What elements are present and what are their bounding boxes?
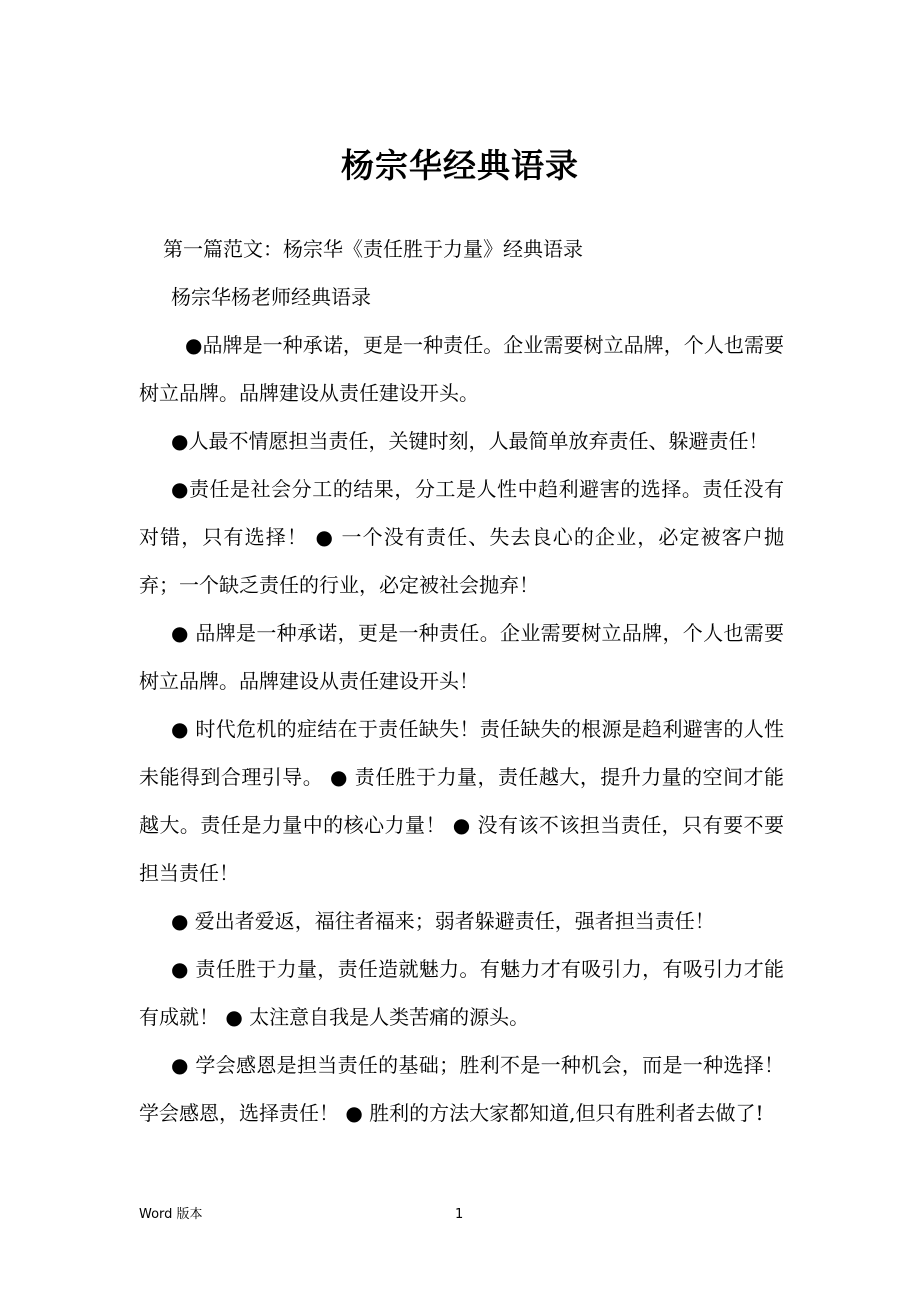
paragraph: ● 责任胜于力量，责任造就魅力。有魅力才有吸引力，有吸引力才能有成就！ ● 太注意自我是人类苦痛的源头。: [139, 957, 784, 1029]
paragraph: ● 时代危机的症结在于责任缺失！责任缺失的根源是趋利避害的人性未能得到合理引导。 ● 责任胜于力量，责任越大，提升力量的空间才能越大。责任是力量中的核心力量！ ● 没有该不该担当责任，只有要不要担当责任！: [139, 717, 784, 885]
paragraph: ● 学会感恩是担当责任的基础；胜利不是一种机会，而是一种选择！学会感恩，选择责任！ ● 胜利的方法大家都知道,但只有胜利者去做了!: [139, 1053, 784, 1125]
document-title: 杨宗华经典语录: [341, 146, 579, 185]
paragraph: ● 品牌是一种承诺，更是一种责任。企业需要树立品牌，个人也需要树立品牌。品牌建设从责任建设开头！: [139, 621, 784, 693]
document-body: [139, 225, 784, 1137]
paragraph: ●责任是社会分工的结果，分工是人性中趋利避害的选择。责任没有对错，只有选择！ ● 一个没有责任、失去良心的企业，必定被客户抛弃；一个缺乏责任的行业，必定被社会抛弃！: [139, 477, 784, 597]
paragraph-heading: 第一篇范文：杨宗华《责任胜于力量》经典语录: [163, 237, 583, 261]
footer-label: Word 版本: [139, 1207, 203, 1222]
page-number: 1: [455, 1207, 464, 1222]
paragraph: ● 爱出者爱返，福往者福来；弱者躲避责任，强者担当责任！: [171, 909, 715, 933]
paragraph: ●品牌是一种承诺，更是一种责任。企业需要树立品牌，个人也需要树立品牌。品牌建设从责任建设开头。: [139, 333, 784, 405]
paragraph: ●人最不情愿担当责任，关键时刻，人最简单放弃责任、躲避责任！: [171, 429, 769, 453]
paragraph-subheading: 杨宗华杨老师经典语录: [171, 285, 371, 309]
